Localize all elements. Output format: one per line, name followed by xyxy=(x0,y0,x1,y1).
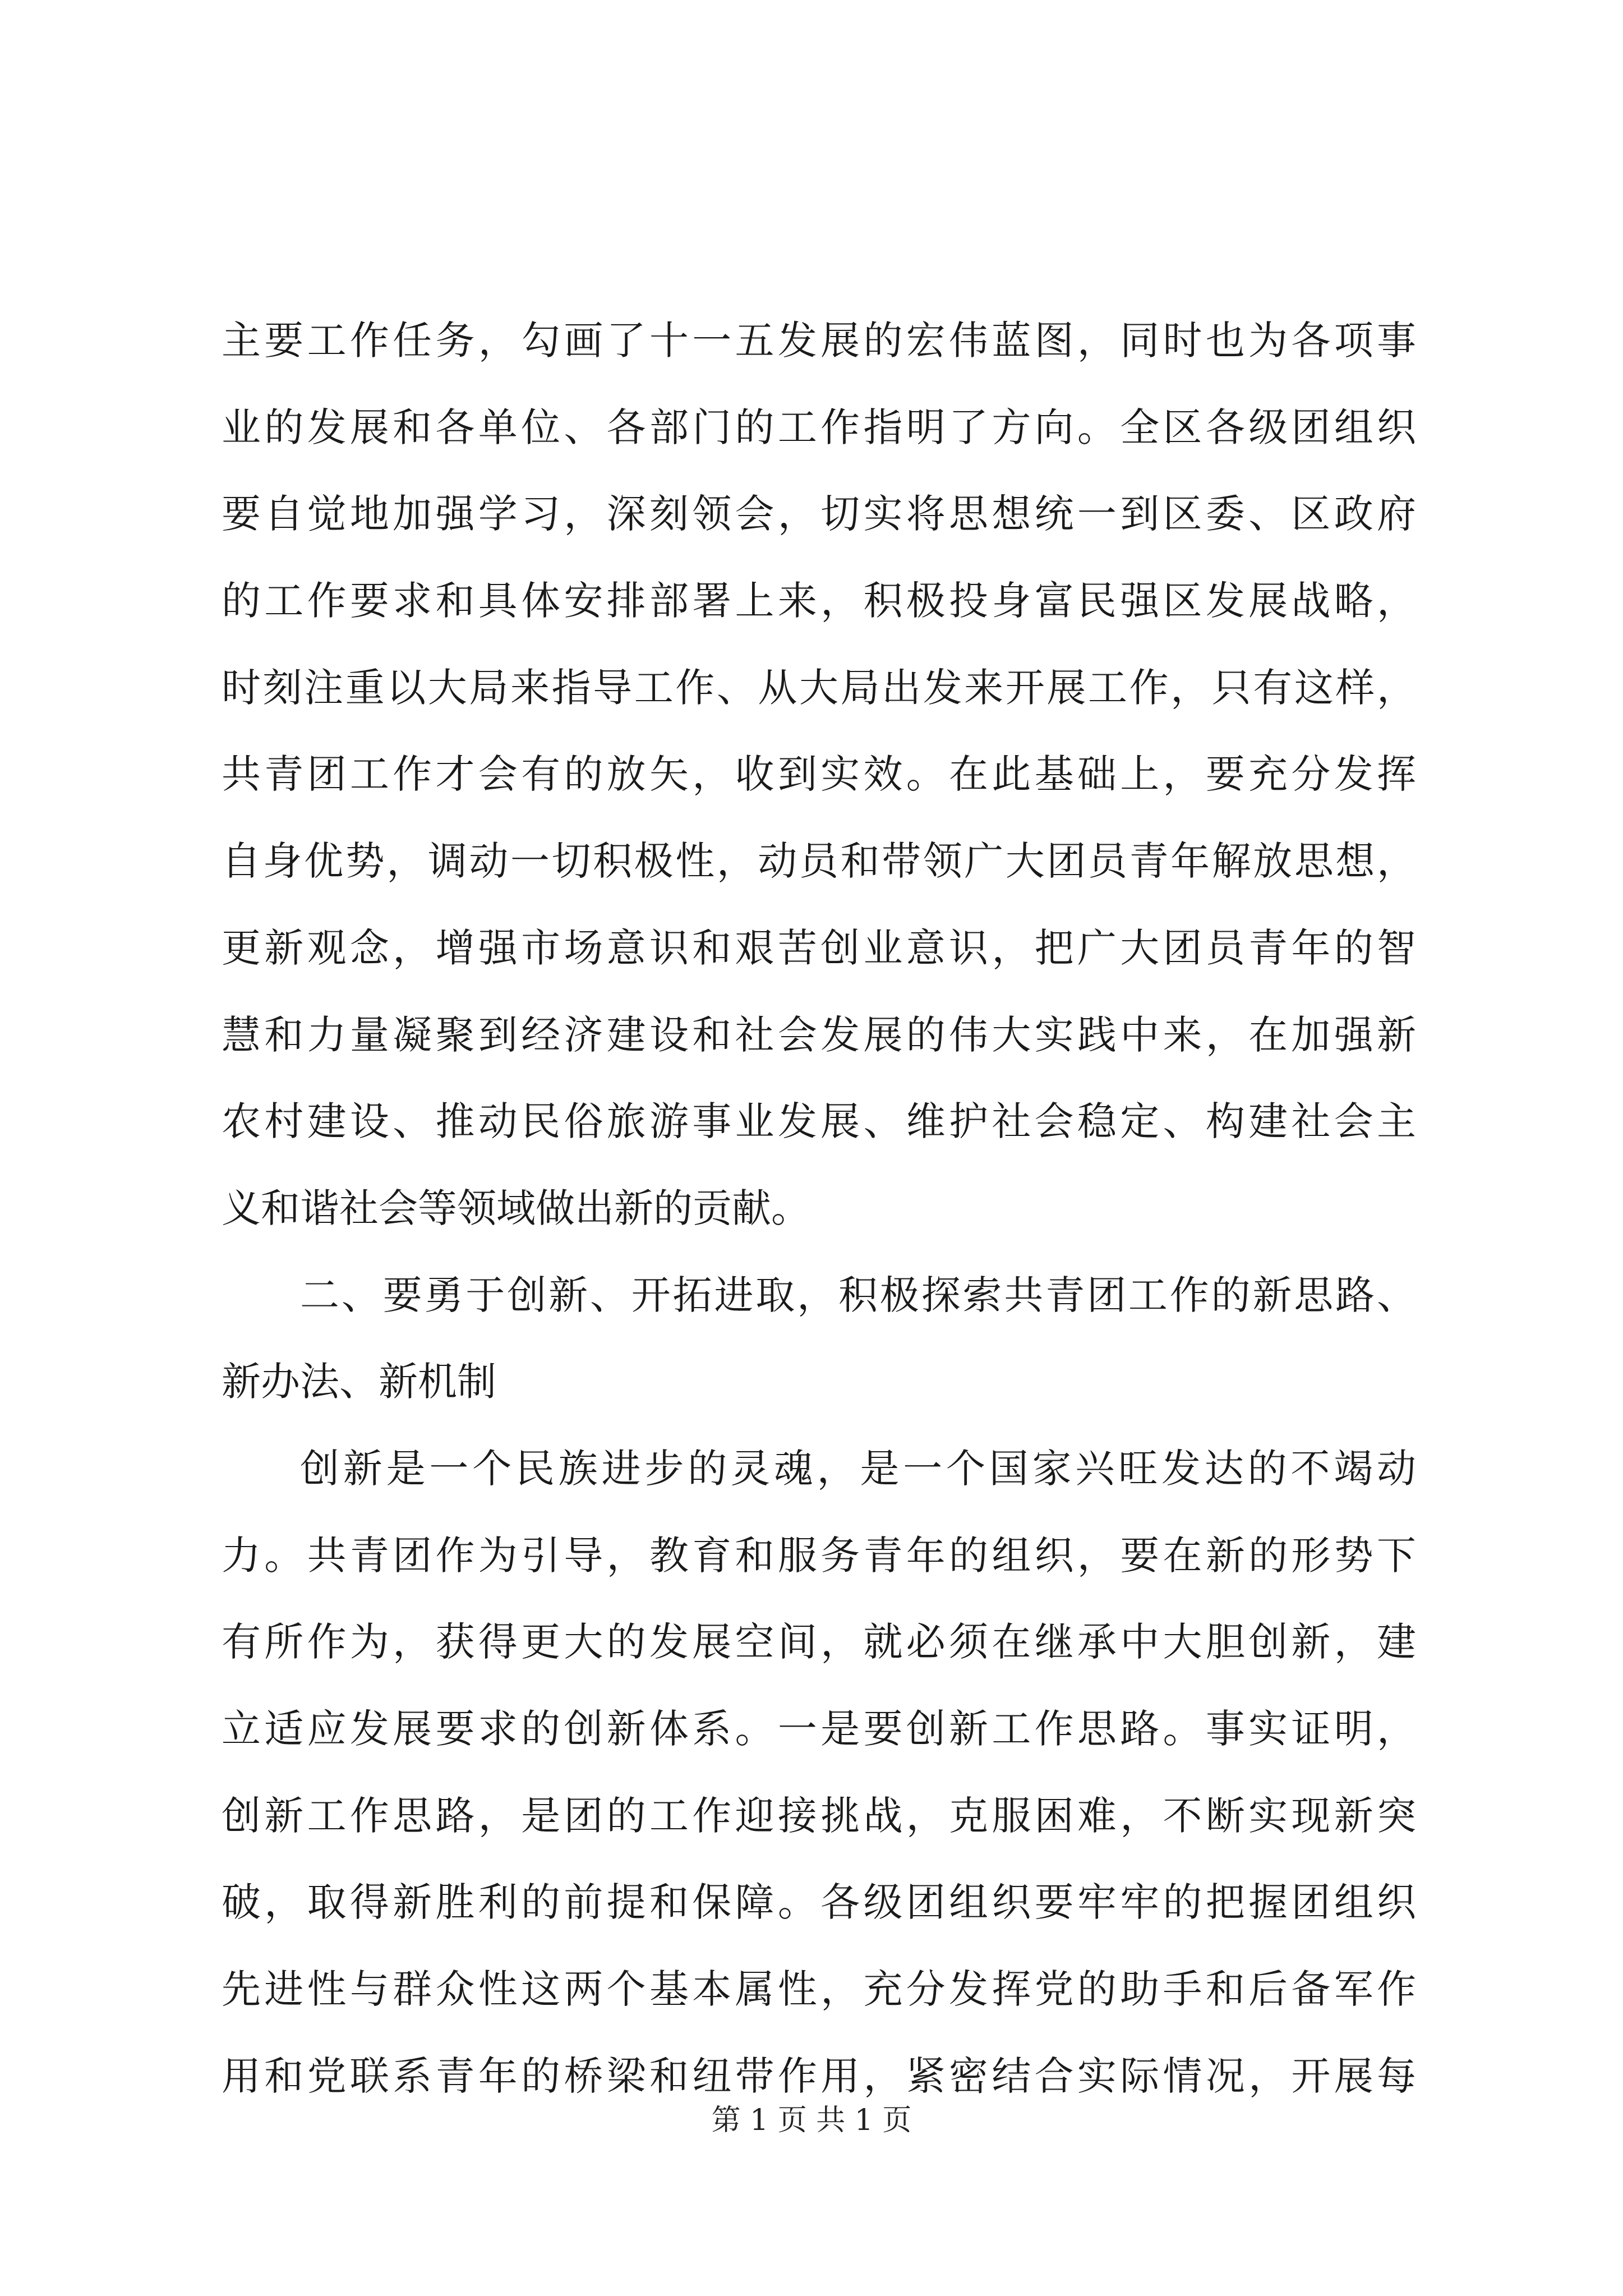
text-line: 先进性与群众性这两个基本属性，充分发挥党的助手和后备军作 xyxy=(222,1966,1416,2013)
text-line: 共青团工作才会有的放矢，收到实效。在此基础上，要充分发挥 xyxy=(222,751,1416,798)
text-line: 主要工作任务，勾画了十一五发展的宏伟蓝图，同时也为各项事 xyxy=(222,318,1416,364)
text-line: 力。共青团作为引导，教育和服务青年的组织，要在新的形势下 xyxy=(222,1532,1416,1579)
text-line: 时刻注重以大局来指导工作、从大局出发来开展工作，只有这样， xyxy=(222,664,1416,711)
section-heading-continued: 新办法、新机制 xyxy=(222,1359,496,1405)
text-line: 用和党联系青年的桥梁和纽带作用，紧密结合实际情况，开展每 xyxy=(222,2053,1416,2099)
page-footer: 第 1 页 共 1 页 xyxy=(711,2104,912,2137)
text-line: 破，取得新胜利的前提和保障。各级团组织要牢牢的把握团组织 xyxy=(222,1879,1416,1926)
text-line: 自身优势，调动一切积极性，动员和带领广大团员青年解放思想， xyxy=(222,838,1416,885)
document-body xyxy=(222,297,1416,2119)
text-line: 的工作要求和具体安排部署上来，积极投身富民强区发展战略， xyxy=(222,578,1416,624)
text-line: 业的发展和各单位、各部门的工作指明了方向。全区各级团组织 xyxy=(222,404,1416,450)
text-line: 更新观念，增强市场意识和艰苦创业意识，把广大团员青年的智 xyxy=(222,924,1416,971)
text-line: 立适应发展要求的创新体系。一是要创新工作思路。事实证明， xyxy=(222,1706,1416,1752)
text-line: 创新是一个民族进步的灵魂，是一个国家兴旺发达的不竭动 xyxy=(300,1445,1416,1492)
text-line: 要自觉地加强学习，深刻领会，切实将思想统一到区委、区政府 xyxy=(222,491,1416,537)
text-line: 创新工作思路，是团的工作迎接挑战，克服困难，不断实现新突 xyxy=(222,1792,1416,1839)
text-line: 义和谐社会等领域做出新的贡献。 xyxy=(222,1185,810,1231)
section-heading: 二、要勇于创新、开拓进取，积极探索共青团工作的新思路、 xyxy=(300,1272,1416,1318)
text-line: 有所作为，获得更大的发展空间，就必须在继承中大胆创新，建 xyxy=(222,1619,1416,1665)
text-line: 农村建设、推动民俗旅游事业发展、维护社会稳定、构建社会主 xyxy=(222,1098,1416,1145)
text-line: 慧和力量凝聚到经济建设和社会发展的伟大实践中来，在加强新 xyxy=(222,1011,1416,1058)
